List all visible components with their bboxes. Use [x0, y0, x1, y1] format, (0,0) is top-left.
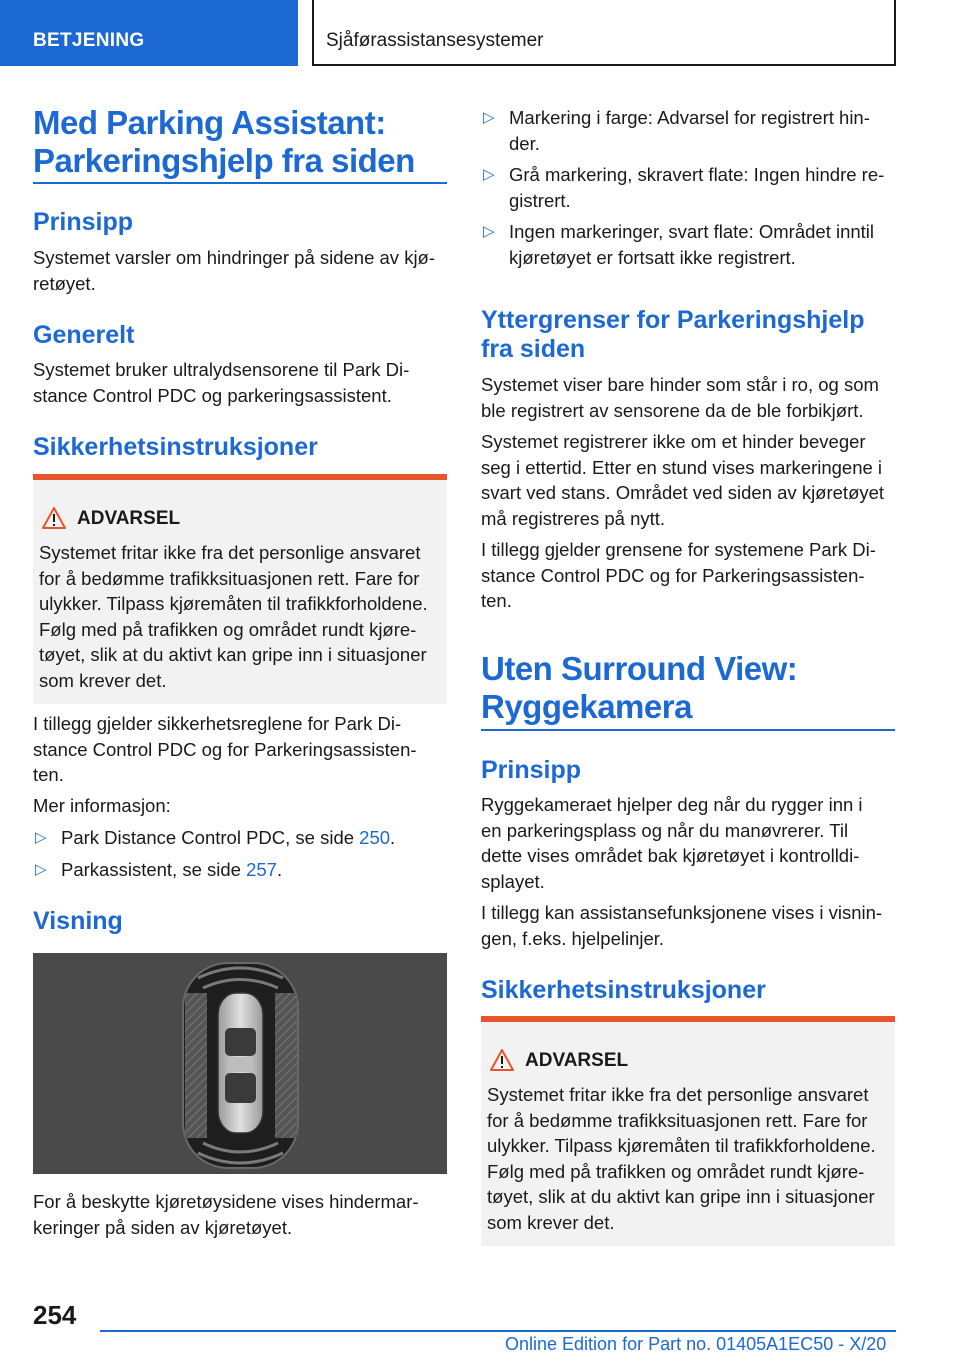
- ytter-para-2: [481, 429, 895, 531]
- sikkerhet-heading: Sikkerhetsinstruksjoner: [33, 433, 318, 461]
- text-line: stance Control PDC og parkeringsassistent.: [33, 384, 392, 406]
- sikkerhet-heading-right: Sikkerhetsinstruksjoner: [481, 976, 766, 1004]
- list-item: [481, 219, 895, 270]
- uten-surround-title: [481, 650, 895, 726]
- text-line: Markering i farge: Advarsel for registrert hin-: [509, 107, 870, 128]
- text-line: Grå markering, skravert flate: Ingen hindre re-: [509, 164, 885, 185]
- text-line: ulykker. Tilpass kjøremåten til trafikkforholdene.: [39, 593, 428, 614]
- text-line: dette vises området bak kjøretøyet i kontrolldi-: [481, 845, 860, 866]
- text-line: som krever det.: [487, 1211, 615, 1233]
- mer-info: Mer informasjon:: [33, 795, 171, 816]
- ytter-para-1: [481, 372, 895, 423]
- section-title-line2: Parkeringshjelp fra siden: [33, 142, 415, 179]
- text-line: ten.: [33, 764, 64, 785]
- text-line: Følg med på trafikken og området rundt kjøre-: [487, 1160, 865, 1182]
- text-line: Systemet registrerer ikke om et hinder beveger: [481, 431, 866, 452]
- text-line: en parkeringsplass og når du manøvrerer. Til: [481, 819, 849, 841]
- ryggekamera-para-2: [481, 900, 895, 951]
- text-line: stance Control PDC og for Parkeringsassisten-: [33, 738, 417, 760]
- chapter-label: Sjåførassistansesystemer: [326, 30, 544, 51]
- text-line: I tillegg gjelder grensene for systemene Park Di-: [481, 539, 876, 560]
- generelt-text: [33, 357, 447, 408]
- triangle-bullet-icon: ▷: [35, 829, 47, 846]
- text-line: I tillegg kan assistansefunksjonene vises i visnin-: [481, 902, 883, 923]
- text-line: seg i ettertid. Etter en stund vises markeringene i: [481, 456, 883, 478]
- text-line: retøyet.: [33, 272, 96, 294]
- heading-line: Yttergrenser for Parkeringshjelp: [481, 306, 865, 334]
- visning-heading: Visning: [33, 907, 123, 935]
- prinsipp-text: [33, 245, 447, 296]
- text-line: ble registrert av sensorene da de ble forbikjørt.: [481, 399, 864, 421]
- warning-text: [39, 540, 443, 693]
- yttergrenser-heading: [481, 306, 895, 364]
- tillegg-text: [33, 711, 447, 788]
- text-line: Systemet fritar ikke fra det personlige ansvaret: [39, 542, 421, 563]
- footer-divider: [100, 1330, 896, 1332]
- text-line: svart ved stans. Området ved siden av kjøretøyet: [481, 482, 885, 503]
- figure-caption: [33, 1189, 447, 1240]
- period: .: [390, 827, 396, 848]
- car-topview-illustration: [33, 953, 447, 1174]
- text-line: stance Control PDC og for Parkeringsassisten-: [481, 564, 865, 586]
- warning-triangle-icon: [489, 1048, 515, 1072]
- triangle-bullet-icon: ▷: [483, 223, 495, 240]
- parking-side-view-image: [33, 953, 447, 1174]
- edition-note: Online Edition for Part no. 01405A1EC50 - X/20: [505, 1334, 887, 1354]
- title-line: Uten Surround View:: [481, 650, 798, 687]
- page-link-257[interactable]: 257: [246, 859, 277, 880]
- section-title-line1: Med Parking Assistant:: [33, 104, 386, 141]
- warning-box: [481, 1016, 895, 1246]
- text-line: der.: [509, 132, 540, 154]
- text-line: tøyet, slik at du aktivt kan gripe inn i situasjoner: [487, 1186, 875, 1207]
- text-line: gen, f.eks. hjelpelinjer.: [481, 927, 665, 949]
- list-item: [481, 105, 895, 156]
- ytter-para-3: [481, 537, 895, 614]
- bullet-text: Park Distance Control PDC, se side: [61, 827, 360, 848]
- list-item: [33, 857, 447, 883]
- text-line: tøyet, slik at du aktivt kan gripe inn i situasjoner: [39, 644, 427, 665]
- heading-line: fra siden: [481, 335, 586, 363]
- prinsipp-heading-right: Prinsipp: [481, 756, 582, 784]
- text-line: Følg med på trafikken og området rundt kjøre-: [39, 618, 417, 640]
- text-line: må registreres på nytt.: [481, 507, 666, 529]
- triangle-bullet-icon: ▷: [35, 861, 47, 878]
- section-label: BETJENING: [33, 30, 145, 51]
- text-line: splayet.: [481, 870, 545, 892]
- text-line: gistrert.: [509, 189, 571, 211]
- text-line: Systemet bruker ultralydsensorene til Park Di-: [33, 359, 410, 380]
- warning-box: [33, 474, 447, 704]
- text-line: I tillegg gjelder sikkerhetsreglene for Park Di-: [33, 713, 402, 734]
- ryggekamera-para-1: [481, 792, 895, 894]
- section-title: [33, 104, 447, 180]
- warning-triangle-icon: [41, 506, 67, 530]
- warning-title: ADVARSEL: [525, 1050, 629, 1071]
- prinsipp-heading: Prinsipp: [33, 208, 134, 236]
- text-line: kjøretøyet er fortsatt ikke registrert.: [509, 246, 796, 268]
- text-line: Ingen markeringer, svart flate: Området inntil: [509, 221, 875, 242]
- title-line: Ryggekamera: [481, 688, 692, 725]
- text-line: for å bedømme trafikksituasjonen rett. Fare for: [39, 567, 420, 589]
- text-line: Systemet fritar ikke fra det personlige ansvaret: [487, 1084, 869, 1105]
- triangle-bullet-icon: ▷: [483, 166, 495, 183]
- list-item: [481, 162, 895, 213]
- page-link-250[interactable]: 250: [359, 827, 391, 848]
- period: .: [276, 859, 283, 880]
- section-tab: [0, 0, 298, 66]
- page-number: 254: [33, 1300, 77, 1330]
- text-line: ten.: [481, 590, 512, 611]
- text-line: Ryggekameraet hjelper deg når du rygger inn i: [481, 794, 863, 815]
- warning-title: ADVARSEL: [77, 508, 181, 529]
- generelt-heading: Generelt: [33, 321, 135, 349]
- title-divider: [33, 182, 447, 184]
- triangle-bullet-icon: ▷: [483, 109, 495, 126]
- title-divider: [481, 729, 895, 731]
- text-line: Systemet varsler om hindringer på sidene av kjø-: [33, 247, 436, 268]
- text-line: ulykker. Tilpass kjøremåten til trafikkforholdene.: [487, 1135, 876, 1156]
- bullet-text: Parkassistent, se side: [61, 859, 247, 880]
- text-line: som krever det.: [39, 669, 167, 691]
- text-line: for å bedømme trafikksituasjonen rett. Fare for: [487, 1109, 868, 1131]
- text-line: For å beskytte kjøretøysidene vises hindermar-: [33, 1191, 419, 1212]
- chapter-tab: [312, 0, 896, 66]
- warning-text: [487, 1082, 891, 1235]
- list-item: [33, 825, 447, 851]
- text-line: Systemet viser bare hinder som står i ro, og som: [481, 374, 879, 395]
- text-line: keringer på siden av kjøretøyet.: [33, 1216, 293, 1238]
